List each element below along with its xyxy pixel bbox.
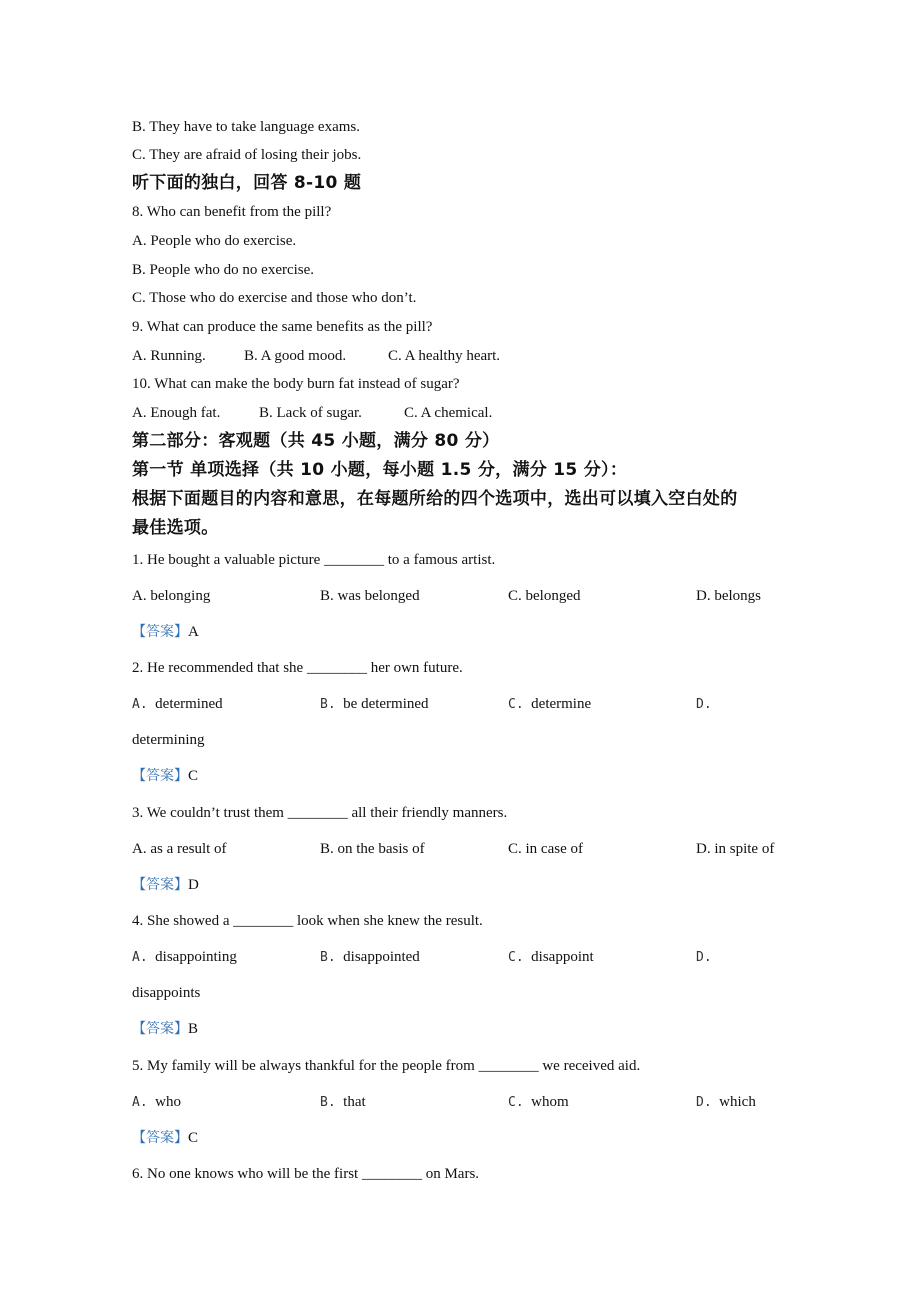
question-8-option-b: B. People who do no exercise. bbox=[132, 262, 315, 278]
option-letter: C. bbox=[508, 697, 524, 712]
question-10-option-c: C. A chemical. bbox=[404, 405, 493, 421]
question-5-option-a bbox=[132, 1093, 181, 1112]
question-8-option-c: C. Those who do exercise and those who don’t. bbox=[132, 290, 417, 306]
answer-value: D bbox=[188, 877, 199, 893]
question-1-option-b: B. was belonged bbox=[320, 588, 420, 604]
instruction-line-1: 根据下面题目的内容和意思，在每题所给的四个选项中，选出可以填入空白处的 bbox=[132, 489, 738, 509]
answer-1 bbox=[132, 623, 199, 641]
option-text: determine bbox=[531, 696, 592, 712]
question-4-stem: 4. She showed a ________ look when she knew the result. bbox=[132, 913, 483, 929]
question-4-option-d-letter bbox=[696, 948, 712, 967]
option-letter: B. bbox=[320, 1095, 336, 1110]
option-line: C. They are afraid of losing their jobs. bbox=[132, 147, 362, 163]
question-2-option-d-letter bbox=[696, 695, 712, 714]
option-text: disappointed bbox=[343, 949, 420, 965]
question-5-option-c bbox=[508, 1093, 569, 1112]
question-5-option-d bbox=[696, 1093, 756, 1112]
option-text: which bbox=[719, 1094, 756, 1110]
part-two-heading: 第二部分：客观题（共 45 小题，满分 80 分） bbox=[132, 431, 500, 451]
question-3-option-a: A. as a result of bbox=[132, 841, 227, 857]
option-text: disappointing bbox=[155, 949, 237, 965]
question-3-option-d: D. in spite of bbox=[696, 841, 775, 857]
answer-3 bbox=[132, 876, 199, 894]
answer-value: C bbox=[188, 768, 199, 784]
question-6-stem: 6. No one knows who will be the first ________ on Mars. bbox=[132, 1166, 480, 1182]
section-heading: 听下面的独白，回答 8-10 题 bbox=[132, 173, 362, 193]
option-text: that bbox=[343, 1094, 366, 1110]
question-4-option-d-text: disappoints bbox=[132, 985, 201, 1001]
answer-value: A bbox=[188, 624, 199, 640]
option-letter: D. bbox=[696, 950, 712, 965]
option-letter: A. bbox=[132, 697, 148, 712]
option-letter: A. bbox=[132, 1095, 148, 1110]
question-2-option-d-text: determining bbox=[132, 732, 205, 748]
question-1-option-d: D. belongs bbox=[696, 588, 761, 604]
question-10-option-a: A. Enough fat. bbox=[132, 405, 221, 421]
option-letter: B. bbox=[320, 950, 336, 965]
question-9-option-a: A. Running. bbox=[132, 348, 206, 364]
question-1-option-c: C. belonged bbox=[508, 588, 581, 604]
question-2-stem: 2. He recommended that she ________ her own future. bbox=[132, 660, 463, 676]
question-4-option-b bbox=[320, 948, 420, 967]
question-9-option-c: C. A healthy heart. bbox=[388, 348, 501, 364]
option-text: whom bbox=[531, 1094, 569, 1110]
question-2-option-b bbox=[320, 695, 429, 714]
option-line: B. They have to take language exams. bbox=[132, 119, 360, 135]
question-9-option-b: B. A good mood. bbox=[244, 348, 347, 364]
answer-tag: 【答案】 bbox=[132, 1130, 188, 1146]
option-letter: C. bbox=[508, 1095, 524, 1110]
question-3-option-b: B. on the basis of bbox=[320, 841, 425, 857]
question-2-option-a bbox=[132, 695, 223, 714]
question-5-option-b bbox=[320, 1093, 366, 1112]
option-text: disappoint bbox=[531, 949, 594, 965]
option-text: determined bbox=[155, 696, 223, 712]
answer-tag: 【答案】 bbox=[132, 768, 188, 784]
option-letter: D. bbox=[696, 1095, 712, 1110]
option-letter: B. bbox=[320, 697, 336, 712]
question-8-option-a: A. People who do exercise. bbox=[132, 233, 297, 249]
answer-5 bbox=[132, 1129, 198, 1147]
question-3-stem: 3. We couldn’t trust them ________ all their friendly manners. bbox=[132, 805, 508, 821]
instruction-line-2: 最佳选项。 bbox=[132, 518, 219, 538]
answer-4 bbox=[132, 1020, 198, 1038]
option-letter: C. bbox=[508, 950, 524, 965]
question-4-option-c bbox=[508, 948, 594, 967]
answer-2 bbox=[132, 767, 198, 785]
answer-tag: 【答案】 bbox=[132, 624, 188, 640]
question-10-stem: 10. What can make the body burn fat instead of sugar? bbox=[132, 376, 460, 392]
question-5-stem: 5. My family will be always thankful for the people from ________ we received aid. bbox=[132, 1058, 641, 1074]
question-8-stem: 8. Who can benefit from the pill? bbox=[132, 204, 332, 220]
option-text: be determined bbox=[343, 696, 429, 712]
option-letter: D. bbox=[696, 697, 712, 712]
question-3-option-c: C. in case of bbox=[508, 841, 583, 857]
section-one-heading: 第一节 单项选择（共 10 小题，每小题 1.5 分，满分 15 分）： bbox=[132, 460, 628, 480]
answer-value: B bbox=[188, 1021, 199, 1037]
answer-tag: 【答案】 bbox=[132, 1021, 188, 1037]
question-9-stem: 9. What can produce the same benefits as the pill? bbox=[132, 319, 433, 335]
option-text: who bbox=[155, 1094, 181, 1110]
question-1-option-a: A. belonging bbox=[132, 588, 211, 604]
answer-tag: 【答案】 bbox=[132, 877, 188, 893]
option-letter: A. bbox=[132, 950, 148, 965]
question-2-option-c bbox=[508, 695, 591, 714]
question-1-stem: 1. He bought a valuable picture ________ to a famous artist. bbox=[132, 552, 496, 568]
answer-value: C bbox=[188, 1130, 199, 1146]
question-10-option-b: B. Lack of sugar. bbox=[259, 405, 362, 421]
question-4-option-a bbox=[132, 948, 237, 967]
